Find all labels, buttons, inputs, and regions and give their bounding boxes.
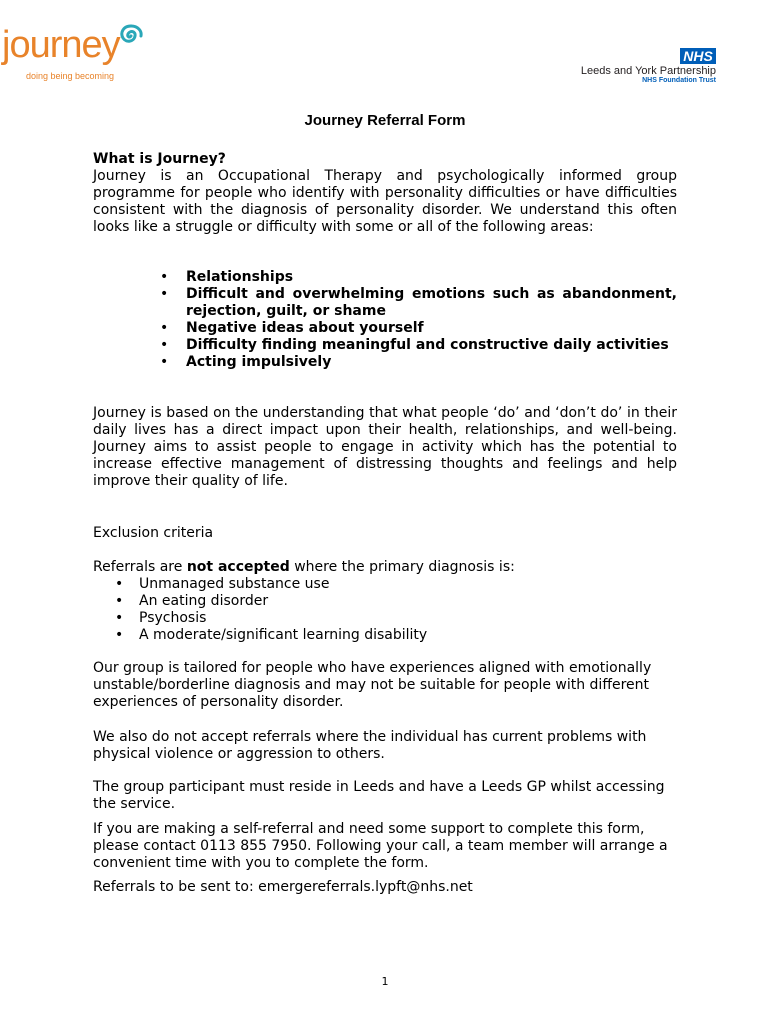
exclusion-list (93, 576, 677, 644)
areas-list (93, 269, 677, 371)
what-is-journey-section (93, 151, 677, 236)
what-is-heading: What is Journey? (93, 151, 226, 167)
list-item: • Psychosis (93, 610, 677, 627)
list-item: • A moderate/significant learning disability (93, 627, 677, 644)
page-title: Journey Referral Form (304, 112, 466, 129)
list-item: • Relationships (93, 269, 677, 286)
basis-paragraph: Journey is based on the understanding that what people ‘do’ and ‘don’t do’ in their daily lives has a direct impact upon their health, relationships, and well-being. Journey aims to assist people to engage in activity which has the potential to increase effective management of distressing thoughts and feelings and help improve their quality of life. (93, 405, 677, 489)
list-item: • An eating disorder (93, 593, 677, 610)
list-item: • Negative ideas about yourself (93, 320, 677, 337)
list-item: • Difficulty finding meaningful and constructive daily activities (93, 337, 677, 354)
list-item: • Unmanaged substance use (93, 576, 677, 593)
journey-logo-wordmark: journey (2, 24, 120, 66)
referral-email-link[interactable]: emergereferrals.lypft@nhs.net (258, 879, 473, 895)
swirl-logo-icon (117, 23, 145, 49)
exclusion-lead-end: where the primary diagnosis is: (289, 559, 515, 575)
list-item: • Acting impulsively (93, 354, 677, 371)
exclusion-lead (93, 559, 677, 576)
violence-paragraph: We also do not accept referrals where the individual has current problems with physical violence or aggression to others. (93, 729, 647, 762)
self-referral-paragraph: If you are making a self-referral and need some support to complete this form, please contact 0113 855 7950. Following your call, a team member will arrange a convenient time with you to complete the form. (93, 821, 668, 871)
list-item: • Difficult and overwhelming emotions such as abandonment, rejection, guilt, or shame (93, 286, 677, 320)
exclusion-heading: Exclusion criteria (93, 525, 214, 541)
areas-list-container (93, 269, 677, 371)
tailored-paragraph: Our group is tailored for people who have experiences aligned with emotionally unstable/borderline diagnosis and may not be suitable for people with different experiences of personality disorder. (93, 660, 652, 710)
trust-name: Leeds and York Partnership (580, 65, 716, 77)
exclusion-list-container (93, 576, 677, 644)
send-to-line (93, 879, 677, 896)
reside-paragraph: The group participant must reside in Leeds and have a Leeds GP whilst accessing the service. (93, 779, 665, 812)
trust-subtitle: NHS Foundation Trust (642, 77, 716, 84)
journey-logo-tagline: doing being becoming (26, 71, 115, 81)
nhs-logo-badge: NHS (680, 48, 716, 64)
exclusion-lead-start: Referrals are (93, 559, 187, 575)
page-number: 1 (381, 975, 389, 988)
intro-paragraph: Journey is an Occupational Therapy and psychologically informed group programme for people who identify with personality difficulties or have difficulties consistent with the diagnosis of personality disorder. We understand this often looks like a struggle or difficulty with some or all of the following areas: (93, 168, 677, 235)
exclusion-lead-bold: not accepted (186, 559, 290, 575)
send-to-label: Referrals to be sent to: (93, 879, 259, 895)
